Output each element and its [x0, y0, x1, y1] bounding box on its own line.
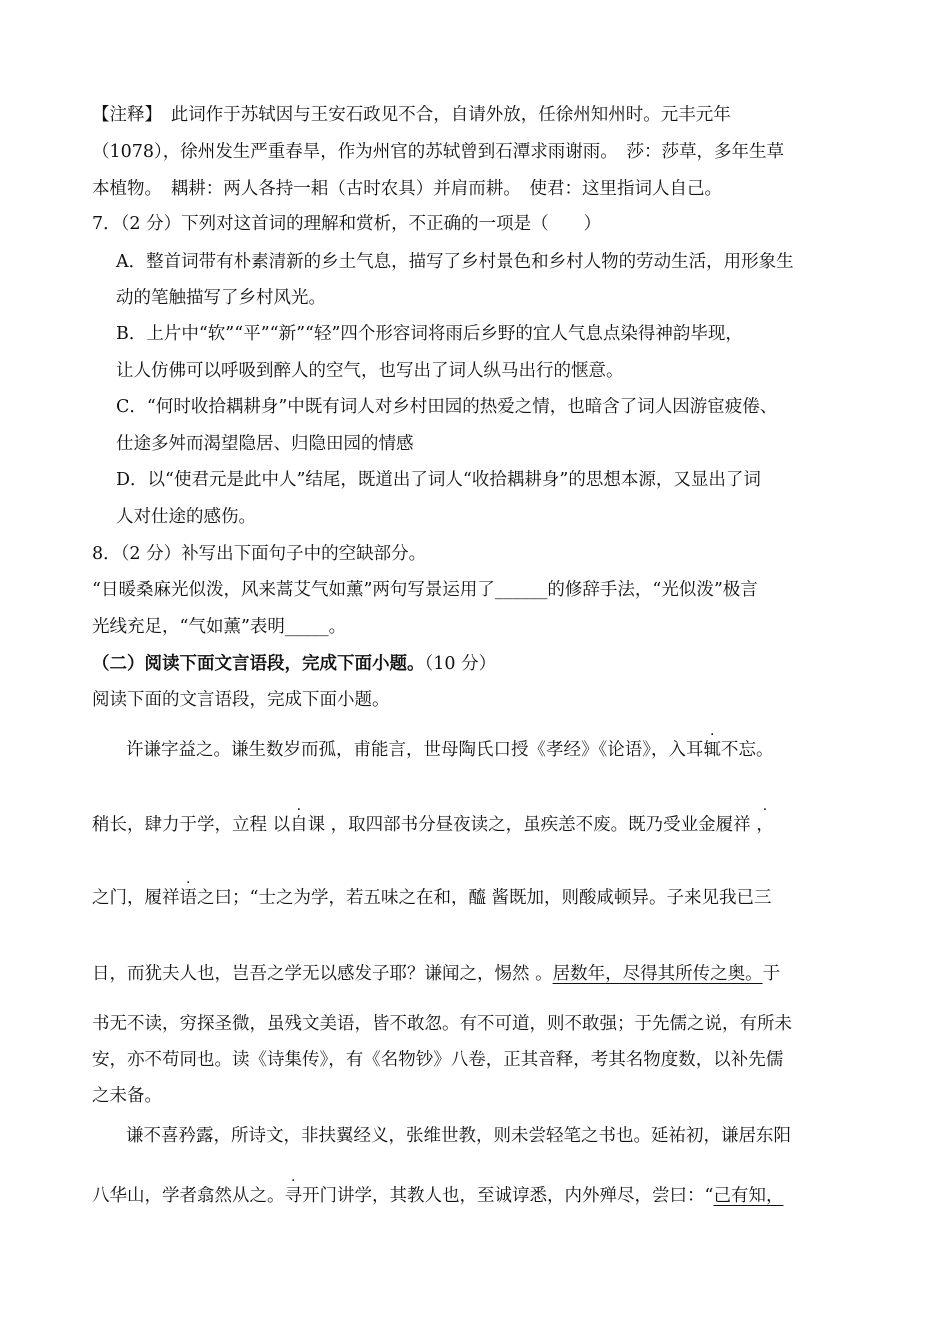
note-line-1: 【注释】 此词作于苏轼因与王安石政见不合，自请外放，任徐州知州时。元丰元年 [92, 105, 731, 125]
passage-p1-line-3: 之门，履祥语之曰；“士之为学，若五味之在和，醯 酱既加，则酸咸顿异。子来见我已三 [92, 888, 772, 908]
passage-p1-line-1: 许谦字益之。谦生数岁而孤，甫能言，世母陶氏口授《孝经》《论语》，入耳辄不忘。 [126, 740, 774, 760]
question-8-line-1: “日暖桑麻光似泼，风来蒿艾气如薰”两句写景运用了______的修辞手法，“光似泼”极言 [92, 580, 758, 600]
section-2-intro: 阅读下面的文言语段，完成下面小题。 [92, 690, 390, 710]
dotted-word: 寻 [284, 1186, 302, 1206]
note-line-2: （1078），徐州发生严重春旱，作为州官的苏轼曾到石潭求雨谢雨。 莎：莎草，多年生草 [92, 142, 785, 162]
passage-p2-line-2: 八华山，学者翕然从之。寻开门讲学，其教人也，至诚谆悉，内外殚尽，尝曰：“己有知， [92, 1186, 784, 1206]
question-7-option-b-cont: 让人仿佛可以呼吸到醉人的空气，也写出了词人纵马出行的惬意。 [116, 361, 624, 381]
passage-p1-line-7: 之未备。 [92, 1086, 162, 1106]
section-2-heading [92, 652, 496, 676]
note-line-3: 本植物。 耦耕：两人各持一耜（古时农具）并肩而耕。 使君：这里指词人自己。 [92, 179, 722, 199]
passage-p1-line-5: 书无不读，穷探圣微，虽残文美语，皆不敢忽。有不可道，则不敢强；于先儒之说，有所未 [92, 1014, 792, 1034]
question-7-stem: 7．（2 分）下列对这首词的理解和赏析，不正确的一项是（ ） [92, 214, 602, 234]
section-2-title: （二）阅读下面文言语段，完成下面小题。 [92, 654, 425, 674]
marked-phrase: 以自课 [272, 815, 326, 835]
dotted-word: 辄 [703, 740, 721, 760]
question-7-option-a-cont: 动的笔触描写了乡村风光。 [116, 288, 326, 308]
dotted-word: 语 [179, 888, 197, 908]
question-8-stem: 8．（2 分）补写出下面句子中的空缺部分。 [92, 544, 427, 564]
underlined-sentence: 己有知， [713, 1186, 784, 1206]
passage-p2-line-1: 谦不喜矜露，所诗文，非扶翼经义，张维世教，则未尝轻笔之书也。延祐初，谦居东阳 [126, 1126, 791, 1146]
passage-p1-line-6: 安，亦不苟同也。读《诗集传》，有《名物钞》八卷，正其音释，考其名物度数，以补先儒 [92, 1050, 784, 1070]
section-2-score: （10 分） [424, 654, 497, 674]
marked-punct: · ， [756, 815, 774, 835]
question-7-option-d-cont: 人对仕途的感伤。 [116, 507, 256, 527]
question-7-option-c: C．“何时收拾耦耕身”中既有词人对乡村田园的热爱之情，也暗含了词人因游宦疲倦、 [116, 397, 778, 417]
question-7-option-d: D．以“使君元是此中人”结尾，既道出了词人“收拾耦耕身”的思想本源，又显出了词 [116, 470, 761, 490]
question-8-line-2: 光线充足，“气如薰”表明_____。 [92, 617, 347, 637]
underlined-sentence: 居数年，尽得其所传之奥。 [552, 964, 763, 984]
passage-p1-line-4: 日，而犹夫人也，岂吾之学无以感发子耶？谦闻之，惕然 。居数年，尽得其所传之奥。于 [92, 964, 781, 984]
question-7-option-b: B．上片中“软”“平”“新”“轻”四个形容词将雨后乡野的宜人气息点染得神韵毕现， [116, 324, 743, 344]
question-7-option-c-cont: 仕途多舛而渴望隐居、归隐田园的情感 [116, 434, 414, 454]
passage-p1-line-2: 稍长，肆力于学，立程 以自课 ，取四部书分昼夜读之，虽疾恙不废。既乃受业金履祥 · ， [92, 813, 774, 837]
question-7-option-a: A．整首词带有朴素清新的乡土气息，描写了乡村景色和乡村人物的劳动生活，用形象生 [116, 252, 794, 272]
